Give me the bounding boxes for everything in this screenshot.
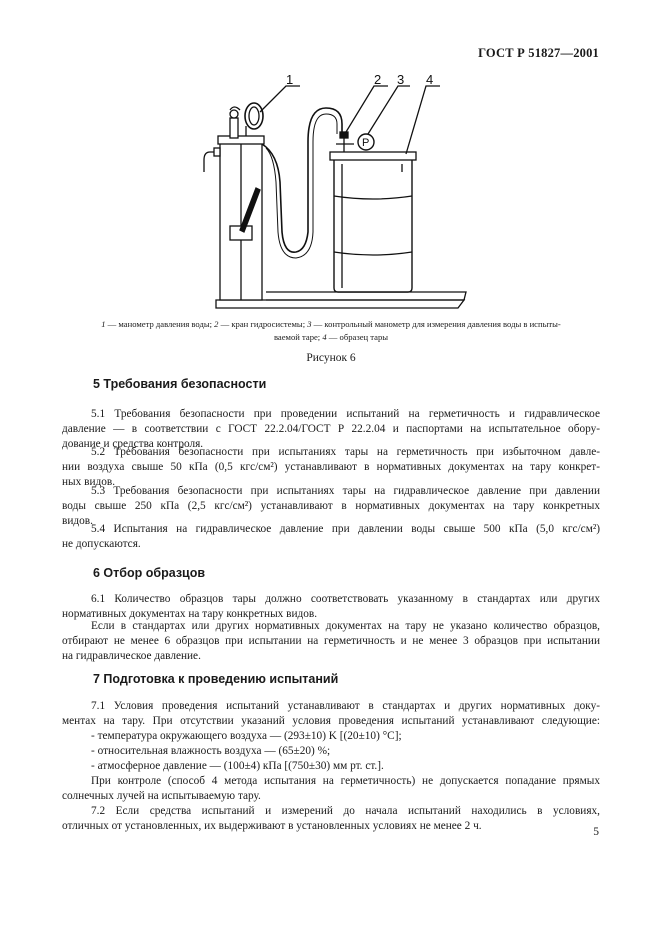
text-line: давление — в соответствии с ГОСТ 22.2.04/ГОСТ Р 22.2.04 и паспортами на испытательное обору- [62,423,600,435]
caption-fragment: — контрольный манометр для измерения давления воды в испыты- [311,319,561,329]
base-platform [216,300,464,308]
text-line: 5.3 Требования безопасности при испытаниях тары на гидравлическое давление при давлении [91,485,600,497]
text-line: 6.1 Количество образцов тары должно соответствовать указанному в стандартах или других [91,593,600,605]
text-line: нии воздуха свыше 50 кПа (0,5 кгс/см²) устанавливают в нормативных документах на тару конкрет- [62,461,600,473]
page-number: 5 [593,826,599,838]
text-line: При контроле (способ 4 метода испытания на герметичность) не допускается попадание прямых [91,775,600,787]
caption-fragment: 4 [322,332,327,342]
text-line: 5.4 Испытания на гидравлическое давление при давлении воды свыше 500 кПа (5,0 кгс/см²) [91,523,600,535]
text-line: ментах на тару. При отсутствии указаний условия проведения испытаний устанавливают следующие: [62,715,600,727]
text-line: не допускаются. [62,538,141,550]
list-item: - относительная влажность воздуха — (65±20) %; [91,745,331,757]
list-item: - температура окружающего воздуха — (293±10) K [(20±10) °C]; [91,730,402,742]
caption-fragment: 3 [307,319,312,329]
caption-line-1 [62,318,600,331]
text-line: отбирают не менее 6 образцов при испытании на герметичность и не менее 3 образцов при испытании [62,635,600,647]
caption-fragment: — манометр давления воды; [105,319,215,329]
text-line: дование и средства контроля. [62,438,204,450]
para-5-4 [62,522,600,552]
caption-fragment: — кран гидросистемы; [218,319,308,329]
text-line: 5.2 Требования безопасности при испытаниях тары на герметичность при избыточном давле- [91,446,600,458]
text-line: на гидравлическое давление. [62,650,201,662]
figure-title: Рисунок 6 [306,352,356,364]
text-line: солнечных лучей на испытываемую тару. [62,790,261,802]
para-6-2 [62,619,600,664]
drum-sample [334,156,412,292]
para-7-1 [62,699,600,834]
caption-fragment: ваемой таре; [273,332,323,342]
text-line: 5.1 Требования безопасности при проведении испытаний на герметичность и гидравлическое [91,408,600,420]
figure-caption [62,318,600,344]
caption-fragment: 1 [101,319,106,329]
text-line: воды свыше 250 кПа (2,5 кгс/см²) устанавливают в нормативных документах на тару конкретных [62,500,600,512]
text-line: 7.1 Условия проведения испытаний устанавливают в стандартах и других нормативных доку- [91,700,600,712]
test-apparatus-figure [196,72,486,312]
caption-fragment: — образец тары [326,332,389,342]
caption-fragment: 2 [214,319,219,329]
callout-2: 2 [374,72,382,87]
caption-line-2 [62,331,600,344]
para-6-1 [62,592,600,622]
gauge-letter: P [362,137,370,149]
callout-1: 1 [286,72,294,87]
callout-3: 3 [397,72,405,87]
text-line: Если в стандартах или других нормативных документах на тару не указано количество образцов, [91,620,600,632]
hose [262,108,342,252]
text-line: видов. [62,515,93,527]
text-line: ных видов. [62,476,116,488]
callout-4: 4 [426,72,434,87]
section-5-heading: 5 Требования безопасности [93,377,267,391]
text-line: нормативных документах на тару конкретных видов. [62,608,318,620]
text-line: отличных от установленных, их выдерживают в установленных условиях не менее 2 ч. [62,820,482,832]
list-item: - атмосферное давление — (100±4) кПа [(750±30) мм рт. ст.]. [91,760,384,772]
section-6-heading: 6 Отбор образцов [93,566,206,580]
document-code: ГОСТ Р 51827—2001 [478,46,599,60]
section-7-heading: 7 Подготовка к проведению испытаний [93,672,339,686]
text-line: 7.2 Если средства испытаний и измерений до начала испытаний находились в условиях, [91,805,600,817]
